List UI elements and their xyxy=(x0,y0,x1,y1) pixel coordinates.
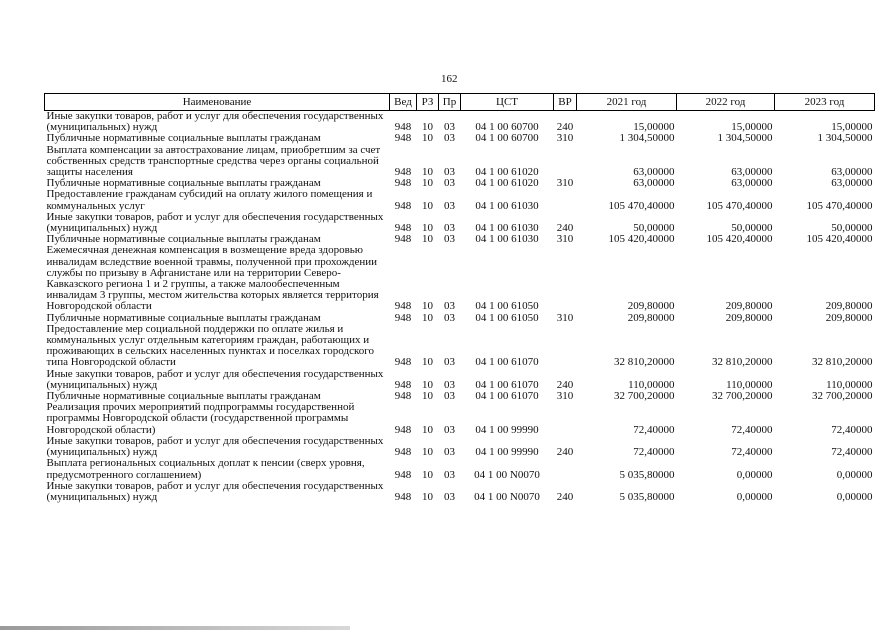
cell-ved: 948 xyxy=(394,423,412,436)
cell-ved: 948 xyxy=(394,490,412,503)
cell-2023: 209,80000 xyxy=(825,311,873,324)
cell-2022: 110,00000 xyxy=(726,378,773,391)
cell-2023: 1 304,50000 xyxy=(817,132,873,145)
cell-cst: 04 1 00 61050 xyxy=(475,311,539,324)
cell-ved: 948 xyxy=(394,378,412,391)
cell-ved: 948 xyxy=(394,121,412,134)
cell-rz: 10 xyxy=(422,378,433,391)
cell-2021: 105 470,40000 xyxy=(608,199,675,212)
cell-pr: 03 xyxy=(444,468,455,481)
cell-vr: 310 xyxy=(556,233,574,246)
cell-2023: 15,00000 xyxy=(831,121,873,134)
cell-name: Выплата компенсации за автострахование лицам, приобретшим за счет собственных средств транспортные средства через органы социальной защиты населения xyxy=(46,143,381,179)
cell-2021: 5 035,80000 xyxy=(619,490,675,503)
table-row xyxy=(45,402,875,436)
cell-name: Публичные нормативные социальные выплаты гражданам xyxy=(46,390,321,403)
cell-pr: 03 xyxy=(444,199,455,212)
bottom-scroll-bar xyxy=(0,626,350,630)
table-row xyxy=(45,481,875,503)
cell-vr xyxy=(554,324,577,369)
cell-rz: 10 xyxy=(422,490,433,503)
cell-cst: 04 1 00 61070 xyxy=(475,378,539,391)
cell-2023: 72,40000 xyxy=(831,446,873,459)
cell-name: Иные закупки товаров, работ и услуг для обеспечения государственных (муниципальных) нужд xyxy=(46,210,384,235)
table-row xyxy=(45,245,875,312)
cell-2021: 1 304,50000 xyxy=(619,132,675,145)
cell-pr: 03 xyxy=(444,132,455,145)
cell-cst: 04 1 00 61020 xyxy=(475,166,539,179)
cell-2021: 110,00000 xyxy=(628,378,675,391)
cell-2022: 63,00000 xyxy=(731,177,773,190)
header-ved: Вед xyxy=(390,94,417,111)
table-row xyxy=(45,436,875,458)
cell-2022: 63,00000 xyxy=(731,166,773,179)
cell-name: Предоставление гражданам субсидий на оплату жилого помещения и коммунальных услуг xyxy=(46,188,373,212)
cell-pr: 03 xyxy=(444,356,455,369)
cell-rz: 10 xyxy=(422,177,433,190)
cell-2022: 72,40000 xyxy=(731,446,773,459)
cell-rz: 10 xyxy=(422,233,433,246)
cell-cst: 04 1 00 61070 xyxy=(475,390,539,403)
cell-vr xyxy=(554,402,577,436)
cell-vr: 240 xyxy=(556,121,574,134)
table-row xyxy=(45,111,875,134)
cell-2023: 209,80000 xyxy=(825,300,873,313)
cell-rz: 10 xyxy=(422,390,433,403)
header-2023: 2023 год xyxy=(775,94,875,111)
cell-pr: 03 xyxy=(444,423,455,436)
cell-2023: 110,00000 xyxy=(826,378,873,391)
cell-2022: 32 700,20000 xyxy=(712,390,773,403)
cell-2022: 105 420,40000 xyxy=(706,233,773,246)
cell-ved: 948 xyxy=(394,166,412,179)
cell-ved: 948 xyxy=(394,300,412,313)
cell-2022: 1 304,50000 xyxy=(717,132,773,145)
cell-rz: 10 xyxy=(422,222,433,235)
cell-2023: 32 700,20000 xyxy=(812,390,873,403)
cell-rz: 10 xyxy=(422,356,433,369)
cell-pr: 03 xyxy=(444,121,455,134)
cell-cst: 04 1 00 60700 xyxy=(475,132,539,145)
cell-2022: 209,80000 xyxy=(725,300,773,313)
cell-2021: 72,40000 xyxy=(633,423,675,436)
cell-name: Ежемесячная денежная компенсация в возмещение вреда здоровью инвалидам вследствие военной травмы, полученной при прохождении службы по призыву в Афганистане или на территории Северо-Кавказского региона 1 и 2 группы, а также малообеспеченным инвалидам 3 группы, местом жительства которых является территория Новгородской области xyxy=(46,244,379,313)
cell-cst: 04 1 00 61070 xyxy=(475,356,539,369)
cell-vr: 240 xyxy=(556,378,574,391)
cell-rz: 10 xyxy=(422,132,433,145)
cell-cst: 04 1 00 61030 xyxy=(475,233,539,246)
cell-2023: 105 420,40000 xyxy=(806,233,873,246)
cell-2022: 0,00000 xyxy=(736,468,773,481)
cell-pr: 03 xyxy=(444,300,455,313)
cell-cst: 04 1 00 99990 xyxy=(475,423,539,436)
cell-2021: 209,80000 xyxy=(627,311,675,324)
cell-pr: 03 xyxy=(444,233,455,246)
cell-cst: 04 1 00 61030 xyxy=(475,199,539,212)
cell-vr: 240 xyxy=(556,446,574,459)
cell-ved: 948 xyxy=(394,468,412,481)
cell-rz: 10 xyxy=(422,446,433,459)
cell-name: Публичные нормативные социальные выплаты гражданам xyxy=(46,311,321,324)
cell-2023: 105 470,40000 xyxy=(806,199,873,212)
cell-2023: 32 810,20000 xyxy=(812,356,873,369)
cell-vr xyxy=(554,245,577,312)
header-pr: Пр xyxy=(439,94,461,111)
cell-2021: 63,00000 xyxy=(633,177,675,190)
cell-vr: 240 xyxy=(556,222,574,235)
cell-cst: 04 1 00 99990 xyxy=(475,446,539,459)
cell-pr: 03 xyxy=(444,446,455,459)
cell-cst: 04 1 00 61030 xyxy=(475,222,539,235)
cell-cst: 04 1 00 N0070 xyxy=(474,490,540,503)
cell-ved: 948 xyxy=(394,177,412,190)
cell-2022: 105 470,40000 xyxy=(706,199,773,212)
cell-rz: 10 xyxy=(422,468,433,481)
cell-rz: 10 xyxy=(422,300,433,313)
table-row xyxy=(45,212,875,234)
cell-rz: 10 xyxy=(422,423,433,436)
cell-name: Выплата региональных социальных доплат к пенсии (сверх уровня, предусмотренного соглашением) xyxy=(46,457,365,481)
cell-ved: 948 xyxy=(394,311,412,324)
cell-2022: 50,00000 xyxy=(731,222,773,235)
cell-name: Реализация прочих мероприятий подпрограммы государственной программы Новгородской области (государственной программы Новгородской области) xyxy=(46,401,355,436)
cell-2023: 0,00000 xyxy=(836,490,873,503)
cell-name: Иные закупки товаров, работ и услуг для обеспечения государственных (муниципальных) нужд xyxy=(46,479,384,503)
cell-name: Иные закупки товаров, работ и услуг для обеспечения государственных (муниципальных) нужд xyxy=(46,110,384,134)
cell-2023: 50,00000 xyxy=(831,222,873,235)
cell-name: Публичные нормативные социальные выплаты гражданам xyxy=(46,177,321,190)
header-cst: ЦСТ xyxy=(461,94,554,111)
cell-vr xyxy=(554,145,577,179)
cell-2021: 105 420,40000 xyxy=(608,233,675,246)
cell-2023: 63,00000 xyxy=(831,177,873,190)
cell-name: Публичные нормативные социальные выплаты гражданам xyxy=(46,132,321,145)
table-row xyxy=(45,133,875,144)
cell-name: Иные закупки товаров, работ и услуг для обеспечения государственных (муниципальных) нужд xyxy=(46,434,384,459)
cell-2022: 209,80000 xyxy=(725,311,773,324)
cell-2021: 32 810,20000 xyxy=(614,356,675,369)
cell-rz: 10 xyxy=(422,199,433,212)
cell-2021: 72,40000 xyxy=(633,446,675,459)
cell-pr: 03 xyxy=(444,166,455,179)
cell-ved: 948 xyxy=(394,390,412,403)
cell-vr: 310 xyxy=(556,177,574,190)
cell-ved: 948 xyxy=(394,233,412,246)
table-body xyxy=(45,111,875,504)
cell-2021: 50,00000 xyxy=(633,222,675,235)
cell-vr: 310 xyxy=(556,132,574,145)
table-row xyxy=(45,369,875,391)
cell-vr xyxy=(554,189,577,211)
cell-ved: 948 xyxy=(394,199,412,212)
header-name: Наименование xyxy=(45,94,390,111)
table-header-row xyxy=(45,94,875,111)
cell-ved: 948 xyxy=(394,356,412,369)
cell-2022: 72,40000 xyxy=(731,423,773,436)
cell-2021: 15,00000 xyxy=(633,121,675,134)
page-number: 162 xyxy=(441,73,458,85)
header-2021: 2021 год xyxy=(577,94,677,111)
cell-name: Предоставление мер социальной поддержки по оплате жилья и коммунальных услуг отдельным категориям граждан, работающих и проживающих в сельских населенных пунктах и поселках городского типа Новгородской области xyxy=(46,322,374,369)
cell-cst: 04 1 00 60700 xyxy=(475,121,539,134)
cell-ved: 948 xyxy=(394,446,412,459)
cell-vr: 240 xyxy=(556,490,574,503)
cell-vr: 310 xyxy=(556,390,574,403)
header-rz: РЗ xyxy=(417,94,439,111)
header-vr: ВР xyxy=(554,94,577,111)
cell-2022: 0,00000 xyxy=(736,490,773,503)
cell-2021: 5 035,80000 xyxy=(619,468,675,481)
cell-pr: 03 xyxy=(444,177,455,190)
cell-cst: 04 1 00 N0070 xyxy=(474,468,540,481)
header-2022: 2022 год xyxy=(677,94,775,111)
table-row xyxy=(45,324,875,369)
cell-2022: 32 810,20000 xyxy=(712,356,773,369)
cell-2021: 32 700,20000 xyxy=(614,390,675,403)
table-row xyxy=(45,458,875,480)
cell-pr: 03 xyxy=(444,390,455,403)
cell-vr: 310 xyxy=(556,311,574,324)
cell-ved: 948 xyxy=(394,222,412,235)
cell-name: Публичные нормативные социальные выплаты гражданам xyxy=(46,233,321,246)
budget-table xyxy=(44,93,875,503)
cell-name: Иные закупки товаров, работ и услуг для обеспечения государственных (муниципальных) нужд xyxy=(46,367,384,391)
cell-cst: 04 1 00 61020 xyxy=(475,177,539,190)
cell-ved: 948 xyxy=(394,132,412,145)
table-row xyxy=(45,189,875,211)
cell-rz: 10 xyxy=(422,166,433,179)
cell-pr: 03 xyxy=(444,311,455,324)
cell-2021: 209,80000 xyxy=(627,300,675,313)
cell-pr: 03 xyxy=(444,222,455,235)
cell-2022: 15,00000 xyxy=(731,121,773,134)
cell-2023: 63,00000 xyxy=(831,166,873,179)
cell-pr: 03 xyxy=(444,378,455,391)
cell-rz: 10 xyxy=(422,311,433,324)
cell-vr xyxy=(554,458,577,480)
cell-cst: 04 1 00 61050 xyxy=(475,300,539,313)
cell-rz: 10 xyxy=(422,121,433,134)
cell-2021: 63,00000 xyxy=(633,166,675,179)
cell-pr: 03 xyxy=(444,490,455,503)
cell-2023: 0,00000 xyxy=(836,468,873,481)
table-row xyxy=(45,145,875,179)
cell-2023: 72,40000 xyxy=(831,423,873,436)
